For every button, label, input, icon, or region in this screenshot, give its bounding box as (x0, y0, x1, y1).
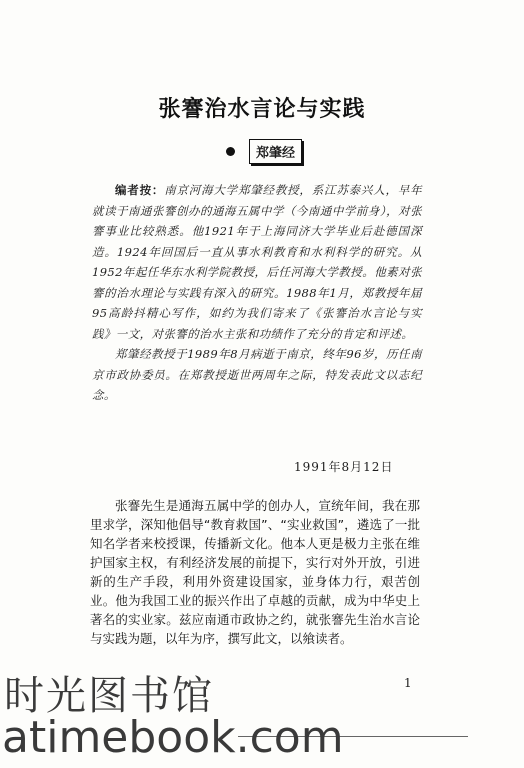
author-line (226, 140, 302, 162)
watermark-url: atimebook.com (2, 712, 344, 763)
editor-note-paragraph-2: 郑肇经教授于1989年8月病逝于南京，终年96岁，历任南京市政协委员。在郑教授逝世两周年之际，特发表此文以志纪念。 (92, 347, 422, 402)
editor-note (92, 180, 422, 406)
article-title: 张謇治水言论与实践 (158, 96, 366, 122)
editor-note-text-1: 南京河海大学郑肇经教授，系江苏泰兴人，早年就读于南通张謇创办的通海五属中学（今南通中学前身），对张謇事业比较熟悉。他1921年于上海同济大学毕业后赴德国深造。1924年回国后一直从事水利教育和水利科学的研究。从1952年起任华东水利学院教授，后任河海大学教授。他素对张謇的治水理论与实践有深入的研究。1988年1月，郑教授年届95高龄抖精心写作，如约为我们寄来了《张謇治水言论与实践》一文，对张謇的治水主张和功绩作了充分的肯定和评述。 (92, 183, 422, 341)
article-body: 张謇先生是通海五属中学的创办人，宣统年间，我在那里求学，深知他倡导“教育救国”、“实业救国”，遴选了一批知名学者来校授课，传播新文化。他本人更是极力主张在维护国家主权，有利经济发展的前提下，实行对外开放，引进新的生产手段，利用外资建设国家，並身体力行，艰苦创业。他为我国工业的振兴作出了卓越的贡献，成为中华史上著名的实业家。兹应南通市政协之约，就张謇先生治水言论与实践为题，以年为序，撰写此文，以飨读者。 (90, 498, 420, 646)
editor-note-lead: 编者按： (115, 183, 165, 197)
watermark-chinese: 时光图书馆 (4, 673, 214, 719)
editor-note-date: 1991年8月12日 (294, 460, 394, 474)
bullet-icon (226, 147, 235, 156)
page-number: 1 (404, 676, 412, 690)
author-name: 郑肇经 (249, 139, 302, 164)
editor-note-paragraph-1 (92, 180, 422, 344)
